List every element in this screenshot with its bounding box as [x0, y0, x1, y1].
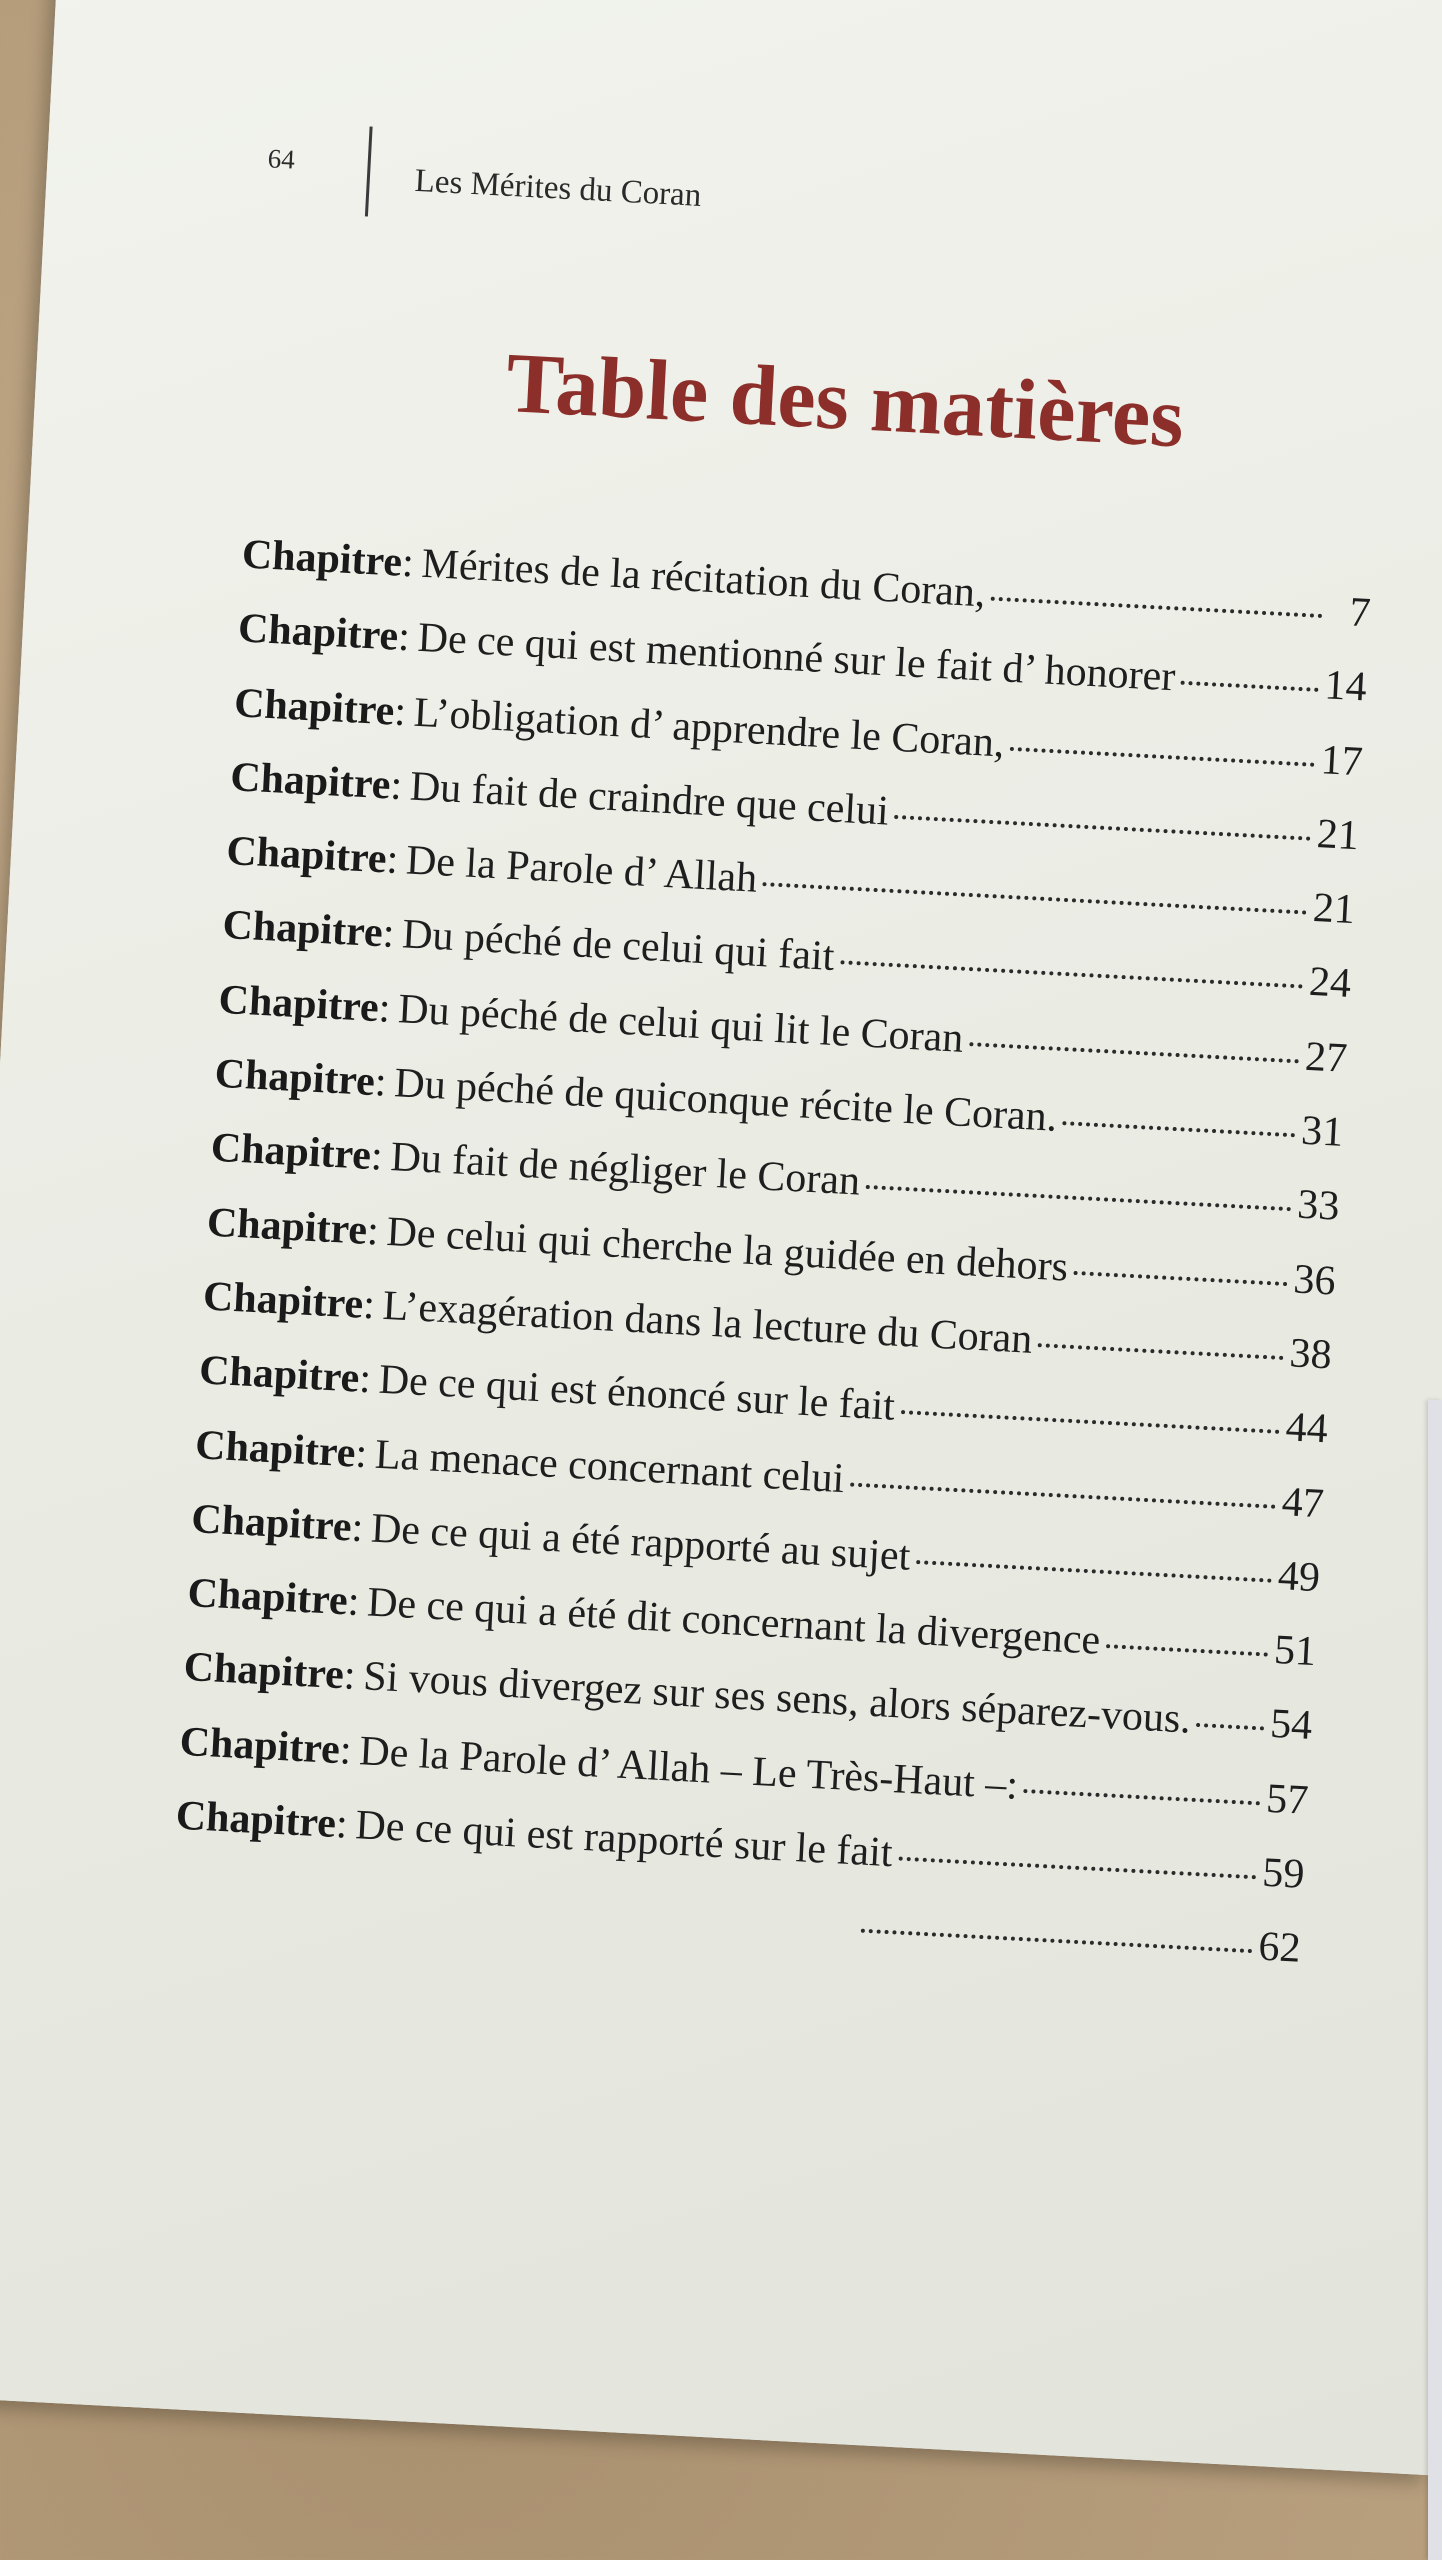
toc-entry-label: Chapitre — [190, 1495, 353, 1551]
toc-entry-page-number: 47 — [1280, 1478, 1326, 1527]
toc-entry-separator: : — [373, 1059, 388, 1106]
toc-entry-separator: : — [365, 1207, 380, 1255]
toc-entry-separator: : — [385, 836, 400, 884]
toc-entry-leader-dots — [866, 1185, 1292, 1211]
toc-entry-title: L’exagération dans la lecture du Coran — [381, 1282, 1034, 1363]
toc-entry-leader-dots — [861, 1929, 1253, 1954]
toc-entry-label: Chapitre — [233, 679, 396, 735]
toc-entry-label: Chapitre — [240, 531, 404, 586]
toc-entry-page-number: 7 — [1348, 589, 1372, 637]
toc-entry-title: Mérites de la récitation du Coran, — [420, 540, 987, 617]
toc-entry-leader-dots — [1010, 746, 1315, 766]
toc-entry-title: Si vous divergez sur ses sens, alors séparez-vous. — [362, 1653, 1193, 1744]
header-divider — [365, 126, 373, 216]
toc-entry-page-number: 31 — [1300, 1107, 1345, 1156]
toc-entry-title: De ce qui est mentionné sur le fait d’ honorer — [416, 615, 1177, 701]
toc-entry-label: Chapitre — [236, 605, 400, 660]
toc-entry-leader-dots — [916, 1560, 1272, 1583]
toc-entry-separator: : — [361, 1281, 377, 1329]
toc-entry-title: Du fait de craindre que celui — [408, 763, 890, 835]
toc-entry-leader-dots — [1063, 1121, 1295, 1137]
toc-entry-page-number: 14 — [1323, 662, 1368, 711]
toc-entry-label: Chapitre — [182, 1644, 345, 1699]
toc-entry-separator: : — [369, 1133, 384, 1180]
toc-entry-label: Chapitre — [225, 828, 388, 883]
toc-entry-separator: : — [389, 762, 404, 809]
toc-entry-label: Chapitre — [209, 1124, 373, 1180]
toc-entry-title: L’obligation d’ apprendre le Coran, — [412, 689, 1006, 767]
toc-entry-page-number: 54 — [1269, 1701, 1314, 1750]
toc-entry-leader-dots — [763, 882, 1307, 914]
toc-entry-page-number: 24 — [1307, 959, 1353, 1008]
toc-entry-separator: : — [346, 1578, 361, 1626]
toc-entry-page-number: 36 — [1292, 1256, 1337, 1305]
toc-entry-label: Chapitre — [205, 1199, 369, 1254]
toc-entry-leader-dots — [1196, 1723, 1264, 1731]
page-header — [265, 121, 1168, 258]
toc-entry-separator: : — [338, 1726, 353, 1774]
toc-entry-leader-dots — [894, 815, 1310, 841]
running-title: Les Mérites du Coran — [413, 162, 703, 214]
toc-entry-leader-dots — [969, 1042, 1299, 1063]
toc-entry-title: Du péché de quiconque récite le Coran. — [393, 1060, 1059, 1141]
toc-entry-title: De la Parole d’ Allah — [404, 837, 759, 902]
toc-entry-title: De ce qui est rapporté sur le fait — [354, 1802, 894, 1877]
toc-entry-separator: : — [358, 1355, 373, 1403]
toc-entry-separator: : — [377, 984, 392, 1032]
toc-entry-title: De la Parole d’ Allah – Le Très-Haut –: — [358, 1727, 1020, 1809]
toc-entry-leader-dots — [1181, 681, 1319, 692]
toc-entry-title: Du fait de négliger le Coran — [389, 1134, 862, 1205]
toc-entry-title: De ce qui a été dit concernant la divergence — [366, 1579, 1102, 1664]
toc-entry-leader-dots — [850, 1482, 1276, 1508]
toc-entry-leader-dots — [898, 1857, 1256, 1880]
toc-entry-page-number: 21 — [1311, 885, 1357, 934]
toc-entry-leader-dots — [1024, 1789, 1261, 1805]
toc-entry-title: Du péché de celui qui fait — [401, 911, 836, 981]
toc-entry-separator: : — [334, 1801, 349, 1848]
page-title: Table des matières — [503, 333, 1187, 466]
toc-entry-label: Chapitre — [213, 1050, 377, 1106]
toc-entry-page-number: 59 — [1261, 1849, 1306, 1898]
toc-entry-leader-dots — [1074, 1271, 1288, 1286]
toc-entry-page-number: 21 — [1315, 810, 1361, 860]
toc-entry-title: Du péché de celui qui lit le Coran — [397, 986, 965, 1062]
toc-entry-page-number: 49 — [1276, 1552, 1322, 1602]
toc-entry-label: Chapitre — [229, 754, 392, 809]
toc-entry-label: Chapitre — [217, 976, 380, 1031]
toc-entry-separator: : — [342, 1652, 357, 1700]
toc-entry-separator: : — [350, 1504, 365, 1551]
toc-entry-title: De ce qui a été rapporté au sujet — [369, 1505, 912, 1580]
adjacent-page-edge — [1428, 1400, 1442, 2560]
toc-entry-page-number: 17 — [1319, 736, 1364, 785]
toc-entry-page-number: 57 — [1265, 1775, 1310, 1824]
page-number: 64 — [267, 143, 296, 175]
toc-entry-title: De ce qui est énoncé sur le fait — [377, 1356, 897, 1430]
toc-entry-label: Chapitre — [201, 1273, 365, 1328]
toc-entry-separator: : — [400, 539, 415, 587]
table-of-contents — [169, 530, 1371, 1999]
toc-entry-label: Chapitre — [221, 902, 384, 957]
toc-entry-leader-dots — [1038, 1343, 1284, 1360]
toc-entry-leader-dots — [840, 961, 1303, 989]
toc-entry-separator: : — [393, 688, 408, 735]
toc-entry-title: La menace concernant celui — [373, 1431, 846, 1502]
toc-entry-leader-dots — [900, 1410, 1279, 1434]
toc-entry-label: Chapitre — [178, 1718, 342, 1773]
toc-entry-page-number: 27 — [1304, 1033, 1349, 1082]
toc-entry-separator: : — [354, 1430, 369, 1477]
toc-entry-page-number: 51 — [1272, 1627, 1318, 1676]
toc-entry-separator: : — [381, 910, 396, 958]
toc-entry-page-number: 33 — [1296, 1181, 1341, 1231]
toc-entry-leader-dots — [1106, 1644, 1268, 1656]
toc-entry-page-number: 44 — [1284, 1404, 1329, 1453]
toc-entry-leader-dots — [991, 597, 1322, 618]
toc-entry-page-number: 62 — [1257, 1923, 1302, 1973]
toc-entry-separator: : — [396, 614, 412, 661]
toc-entry-label: Chapitre — [186, 1570, 349, 1625]
toc-entry-label: Chapitre — [194, 1421, 357, 1477]
toc-entry-label: Chapitre — [174, 1792, 338, 1848]
toc-entry-title: De celui qui cherche la guidée en dehors — [385, 1208, 1070, 1291]
toc-entry-page-number: 38 — [1288, 1330, 1333, 1379]
toc-entry-label: Chapitre — [198, 1347, 361, 1402]
